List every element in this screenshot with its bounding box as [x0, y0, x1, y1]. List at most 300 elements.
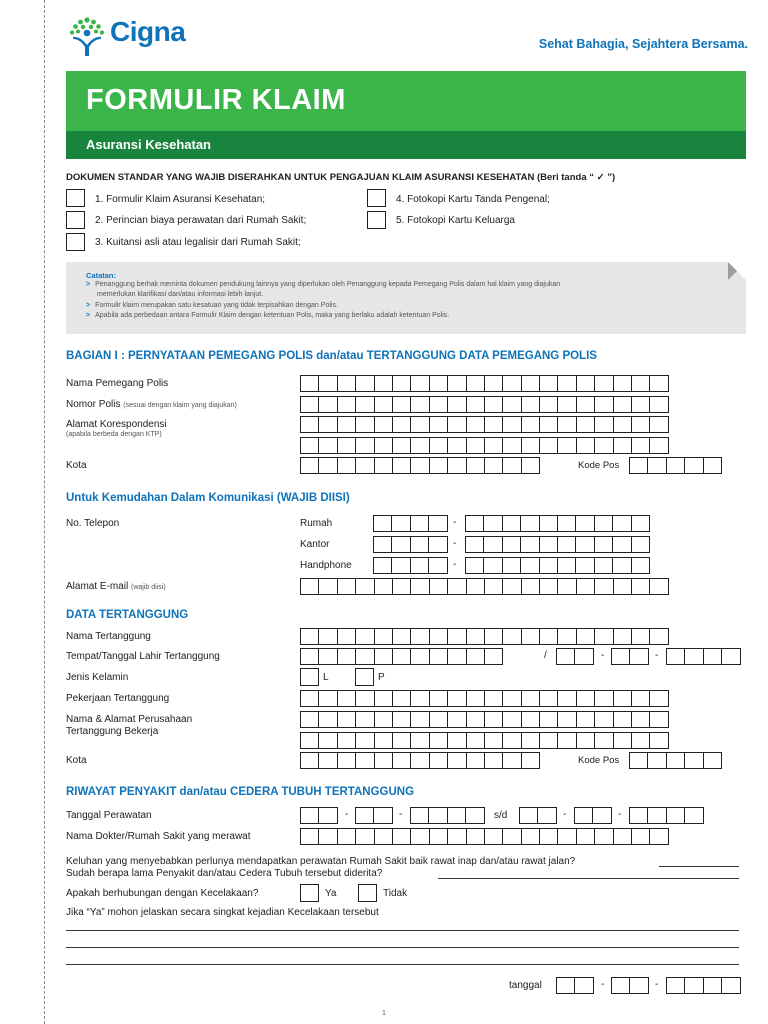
char-box[interactable]	[356, 579, 374, 594]
char-box[interactable]	[338, 712, 356, 727]
char-box[interactable]	[392, 516, 410, 531]
char-box[interactable]	[393, 438, 411, 453]
sign-year-boxes[interactable]	[666, 977, 741, 994]
char-box[interactable]	[650, 397, 668, 412]
char-box[interactable]	[577, 579, 595, 594]
char-box[interactable]	[430, 458, 448, 473]
char-box[interactable]	[520, 808, 538, 823]
char-box[interactable]	[632, 397, 650, 412]
home-area-code-boxes[interactable]	[373, 515, 448, 532]
char-box[interactable]	[540, 376, 558, 391]
char-box[interactable]	[301, 733, 319, 748]
char-box[interactable]	[393, 417, 411, 432]
char-box[interactable]	[374, 537, 392, 552]
char-box[interactable]	[576, 537, 594, 552]
char-box[interactable]	[522, 829, 540, 844]
email-boxes[interactable]	[300, 578, 669, 595]
char-box[interactable]	[301, 438, 319, 453]
policy-number-boxes[interactable]	[300, 396, 669, 413]
char-box[interactable]	[338, 458, 356, 473]
char-box[interactable]	[613, 558, 631, 573]
char-box[interactable]	[503, 417, 521, 432]
char-box[interactable]	[338, 649, 356, 664]
char-box[interactable]	[614, 579, 632, 594]
char-box[interactable]	[577, 712, 595, 727]
char-box[interactable]	[301, 691, 319, 706]
char-box[interactable]	[338, 438, 356, 453]
char-box[interactable]	[319, 438, 337, 453]
char-box[interactable]	[667, 753, 685, 768]
char-box[interactable]	[577, 629, 595, 644]
char-box[interactable]	[595, 829, 613, 844]
doc-checkbox-5[interactable]	[367, 211, 386, 229]
char-box[interactable]	[540, 691, 558, 706]
doc-checkbox-4[interactable]	[367, 189, 386, 207]
char-box[interactable]	[466, 558, 484, 573]
char-box[interactable]	[558, 579, 576, 594]
char-box[interactable]	[301, 417, 319, 432]
char-box[interactable]	[411, 558, 429, 573]
char-box[interactable]	[393, 733, 411, 748]
char-box[interactable]	[393, 629, 411, 644]
accident-no-checkbox[interactable]	[358, 884, 377, 902]
occupation-boxes[interactable]	[300, 690, 669, 707]
char-box[interactable]	[630, 753, 648, 768]
char-box[interactable]	[338, 376, 356, 391]
char-box[interactable]	[614, 829, 632, 844]
policyholder-name-boxes[interactable]	[300, 375, 669, 392]
char-box[interactable]	[467, 733, 485, 748]
char-box[interactable]	[650, 829, 668, 844]
address-boxes-1[interactable]	[300, 416, 669, 433]
char-box[interactable]	[430, 753, 448, 768]
char-box[interactable]	[319, 733, 337, 748]
char-box[interactable]	[430, 712, 448, 727]
char-box[interactable]	[319, 712, 337, 727]
char-box[interactable]	[575, 649, 593, 664]
char-box[interactable]	[467, 376, 485, 391]
char-box[interactable]	[632, 579, 650, 594]
char-box[interactable]	[430, 397, 448, 412]
char-box[interactable]	[319, 649, 337, 664]
char-box[interactable]	[650, 417, 668, 432]
char-box[interactable]	[393, 458, 411, 473]
char-box[interactable]	[593, 808, 611, 823]
char-box[interactable]	[577, 829, 595, 844]
city-boxes[interactable]	[300, 457, 540, 474]
char-box[interactable]	[430, 417, 448, 432]
char-box[interactable]	[393, 376, 411, 391]
char-box[interactable]	[448, 397, 466, 412]
char-box[interactable]	[448, 808, 466, 823]
char-box[interactable]	[632, 376, 650, 391]
char-box[interactable]	[540, 397, 558, 412]
char-box[interactable]	[648, 808, 666, 823]
char-box[interactable]	[558, 691, 576, 706]
char-box[interactable]	[485, 376, 503, 391]
char-box[interactable]	[632, 829, 650, 844]
char-box[interactable]	[632, 629, 650, 644]
char-box[interactable]	[503, 579, 521, 594]
char-box[interactable]	[430, 649, 448, 664]
char-box[interactable]	[522, 691, 540, 706]
char-box[interactable]	[558, 516, 576, 531]
char-box[interactable]	[685, 458, 703, 473]
char-box[interactable]	[650, 376, 668, 391]
char-box[interactable]	[685, 649, 703, 664]
char-box[interactable]	[521, 558, 539, 573]
char-box[interactable]	[375, 712, 393, 727]
char-box[interactable]	[448, 712, 466, 727]
char-box[interactable]	[301, 397, 319, 412]
char-box[interactable]	[503, 829, 521, 844]
char-box[interactable]	[375, 417, 393, 432]
char-box[interactable]	[467, 579, 485, 594]
char-box[interactable]	[411, 753, 429, 768]
char-box[interactable]	[356, 458, 374, 473]
home-phone-boxes[interactable]	[465, 515, 650, 532]
char-box[interactable]	[577, 438, 595, 453]
char-box[interactable]	[356, 712, 374, 727]
mobile-phone-boxes[interactable]	[465, 557, 650, 574]
char-box[interactable]	[503, 458, 521, 473]
char-box[interactable]	[411, 808, 429, 823]
char-box[interactable]	[466, 808, 484, 823]
char-box[interactable]	[485, 458, 503, 473]
char-box[interactable]	[429, 808, 447, 823]
char-box[interactable]	[338, 753, 356, 768]
char-box[interactable]	[301, 629, 319, 644]
birth-year-boxes[interactable]	[666, 648, 741, 665]
char-box[interactable]	[411, 376, 429, 391]
insured-name-boxes[interactable]	[300, 628, 669, 645]
char-box[interactable]	[558, 438, 576, 453]
char-box[interactable]	[595, 733, 613, 748]
char-box[interactable]	[338, 397, 356, 412]
char-box[interactable]	[411, 417, 429, 432]
char-box[interactable]	[575, 808, 593, 823]
char-box[interactable]	[301, 376, 319, 391]
char-box[interactable]	[375, 649, 393, 664]
char-box[interactable]	[503, 376, 521, 391]
char-box[interactable]	[612, 978, 630, 993]
postal-code-boxes[interactable]	[629, 457, 722, 474]
char-box[interactable]	[503, 691, 521, 706]
char-box[interactable]	[411, 397, 429, 412]
char-box[interactable]	[557, 978, 575, 993]
char-box[interactable]	[375, 753, 393, 768]
char-box[interactable]	[485, 438, 503, 453]
char-box[interactable]	[503, 438, 521, 453]
char-box[interactable]	[522, 397, 540, 412]
treatment-end-year-boxes[interactable]	[629, 807, 704, 824]
char-box[interactable]	[577, 417, 595, 432]
char-box[interactable]	[540, 516, 558, 531]
company-boxes-1[interactable]	[300, 711, 669, 728]
char-box[interactable]	[558, 629, 576, 644]
char-box[interactable]	[374, 558, 392, 573]
char-box[interactable]	[503, 516, 521, 531]
char-box[interactable]	[430, 733, 448, 748]
char-box[interactable]	[319, 629, 337, 644]
accident-yes-checkbox[interactable]	[300, 884, 319, 902]
char-box[interactable]	[522, 458, 540, 473]
char-box[interactable]	[430, 691, 448, 706]
char-box[interactable]	[429, 537, 447, 552]
char-box[interactable]	[521, 516, 539, 531]
char-box[interactable]	[375, 691, 393, 706]
char-box[interactable]	[356, 691, 374, 706]
char-box[interactable]	[540, 733, 558, 748]
char-box[interactable]	[467, 417, 485, 432]
char-box[interactable]	[301, 649, 319, 664]
char-box[interactable]	[392, 558, 410, 573]
char-box[interactable]	[301, 753, 319, 768]
char-box[interactable]	[667, 808, 685, 823]
char-box[interactable]	[613, 516, 631, 531]
char-box[interactable]	[356, 397, 374, 412]
char-box[interactable]	[577, 376, 595, 391]
char-box[interactable]	[538, 808, 556, 823]
char-box[interactable]	[448, 649, 466, 664]
char-box[interactable]	[612, 649, 630, 664]
char-box[interactable]	[411, 438, 429, 453]
char-box[interactable]	[485, 733, 503, 748]
char-box[interactable]	[301, 579, 319, 594]
char-box[interactable]	[558, 537, 576, 552]
char-box[interactable]	[485, 691, 503, 706]
char-box[interactable]	[630, 978, 648, 993]
char-box[interactable]	[466, 537, 484, 552]
char-box[interactable]	[374, 808, 392, 823]
char-box[interactable]	[485, 417, 503, 432]
char-box[interactable]	[375, 458, 393, 473]
char-box[interactable]	[319, 458, 337, 473]
char-box[interactable]	[485, 649, 503, 664]
insured-city-boxes[interactable]	[300, 752, 540, 769]
duration-line[interactable]	[438, 878, 739, 879]
char-box[interactable]	[467, 712, 485, 727]
char-box[interactable]	[356, 753, 374, 768]
treatment-end-day-boxes[interactable]	[519, 807, 557, 824]
char-box[interactable]	[448, 829, 466, 844]
char-box[interactable]	[704, 458, 722, 473]
complaint-line[interactable]	[659, 866, 739, 867]
char-box[interactable]	[685, 978, 703, 993]
char-box[interactable]	[393, 829, 411, 844]
mobile-prefix-boxes[interactable]	[373, 557, 448, 574]
char-box[interactable]	[356, 733, 374, 748]
char-box[interactable]	[356, 649, 374, 664]
char-box[interactable]	[522, 417, 540, 432]
char-box[interactable]	[411, 579, 429, 594]
char-box[interactable]	[503, 712, 521, 727]
office-area-code-boxes[interactable]	[373, 536, 448, 553]
char-box[interactable]	[614, 629, 632, 644]
char-box[interactable]	[467, 458, 485, 473]
char-box[interactable]	[319, 579, 337, 594]
char-box[interactable]	[632, 537, 650, 552]
char-box[interactable]	[448, 733, 466, 748]
char-box[interactable]	[614, 438, 632, 453]
char-box[interactable]	[411, 712, 429, 727]
char-box[interactable]	[632, 438, 650, 453]
char-box[interactable]	[558, 558, 576, 573]
char-box[interactable]	[338, 829, 356, 844]
char-box[interactable]	[522, 579, 540, 594]
sign-day-boxes[interactable]	[556, 977, 594, 994]
char-box[interactable]	[467, 753, 485, 768]
char-box[interactable]	[485, 712, 503, 727]
char-box[interactable]	[393, 579, 411, 594]
char-box[interactable]	[595, 537, 613, 552]
char-box[interactable]	[632, 691, 650, 706]
char-box[interactable]	[558, 417, 576, 432]
char-box[interactable]	[411, 629, 429, 644]
explain-line-1[interactable]	[66, 930, 739, 931]
char-box[interactable]	[429, 516, 447, 531]
char-box[interactable]	[667, 978, 685, 993]
char-box[interactable]	[356, 829, 374, 844]
sign-month-boxes[interactable]	[611, 977, 649, 994]
char-box[interactable]	[485, 629, 503, 644]
char-box[interactable]	[704, 978, 722, 993]
char-box[interactable]	[614, 417, 632, 432]
char-box[interactable]	[595, 376, 613, 391]
char-box[interactable]	[650, 579, 668, 594]
doc-checkbox-3[interactable]	[66, 233, 85, 251]
char-box[interactable]	[503, 558, 521, 573]
doctor-boxes[interactable]	[300, 828, 669, 845]
char-box[interactable]	[522, 438, 540, 453]
char-box[interactable]	[503, 629, 521, 644]
char-box[interactable]	[430, 376, 448, 391]
char-box[interactable]	[614, 712, 632, 727]
char-box[interactable]	[722, 649, 740, 664]
char-box[interactable]	[301, 712, 319, 727]
char-box[interactable]	[632, 516, 650, 531]
char-box[interactable]	[540, 712, 558, 727]
char-box[interactable]	[632, 733, 650, 748]
char-box[interactable]	[411, 458, 429, 473]
char-box[interactable]	[430, 829, 448, 844]
char-box[interactable]	[448, 458, 466, 473]
char-box[interactable]	[557, 649, 575, 664]
char-box[interactable]	[650, 733, 668, 748]
char-box[interactable]	[522, 376, 540, 391]
char-box[interactable]	[595, 397, 613, 412]
char-box[interactable]	[430, 579, 448, 594]
char-box[interactable]	[577, 733, 595, 748]
char-box[interactable]	[540, 629, 558, 644]
char-box[interactable]	[632, 712, 650, 727]
char-box[interactable]	[393, 649, 411, 664]
char-box[interactable]	[595, 629, 613, 644]
char-box[interactable]	[595, 516, 613, 531]
char-box[interactable]	[411, 829, 429, 844]
char-box[interactable]	[503, 537, 521, 552]
char-box[interactable]	[356, 376, 374, 391]
char-box[interactable]	[411, 516, 429, 531]
char-box[interactable]	[540, 829, 558, 844]
char-box[interactable]	[503, 397, 521, 412]
char-box[interactable]	[503, 753, 521, 768]
char-box[interactable]	[522, 753, 540, 768]
address-boxes-2[interactable]	[300, 437, 669, 454]
char-box[interactable]	[595, 417, 613, 432]
char-box[interactable]	[540, 537, 558, 552]
char-box[interactable]	[356, 438, 374, 453]
char-box[interactable]	[484, 516, 502, 531]
char-box[interactable]	[704, 753, 722, 768]
char-box[interactable]	[632, 417, 650, 432]
char-box[interactable]	[319, 808, 337, 823]
char-box[interactable]	[540, 558, 558, 573]
char-box[interactable]	[374, 516, 392, 531]
char-box[interactable]	[485, 829, 503, 844]
char-box[interactable]	[319, 417, 337, 432]
char-box[interactable]	[319, 691, 337, 706]
char-box[interactable]	[448, 691, 466, 706]
treatment-start-year-boxes[interactable]	[410, 807, 485, 824]
char-box[interactable]	[467, 438, 485, 453]
doc-checkbox-2[interactable]	[66, 211, 85, 229]
char-box[interactable]	[375, 438, 393, 453]
char-box[interactable]	[375, 376, 393, 391]
char-box[interactable]	[650, 712, 668, 727]
treatment-end-month-boxes[interactable]	[574, 807, 612, 824]
char-box[interactable]	[466, 516, 484, 531]
char-box[interactable]	[522, 712, 540, 727]
birth-month-boxes[interactable]	[611, 648, 649, 665]
char-box[interactable]	[319, 397, 337, 412]
char-box[interactable]	[650, 438, 668, 453]
char-box[interactable]	[575, 978, 593, 993]
char-box[interactable]	[356, 417, 374, 432]
char-box[interactable]	[356, 808, 374, 823]
char-box[interactable]	[448, 629, 466, 644]
char-box[interactable]	[319, 829, 337, 844]
explain-line-2[interactable]	[66, 947, 739, 948]
char-box[interactable]	[356, 629, 374, 644]
char-box[interactable]	[301, 458, 319, 473]
char-box[interactable]	[595, 712, 613, 727]
char-box[interactable]	[704, 649, 722, 664]
char-box[interactable]	[375, 829, 393, 844]
char-box[interactable]	[650, 629, 668, 644]
char-box[interactable]	[467, 649, 485, 664]
char-box[interactable]	[338, 629, 356, 644]
char-box[interactable]	[522, 629, 540, 644]
char-box[interactable]	[522, 733, 540, 748]
doc-checkbox-1[interactable]	[66, 189, 85, 207]
char-box[interactable]	[338, 691, 356, 706]
char-box[interactable]	[467, 397, 485, 412]
char-box[interactable]	[319, 376, 337, 391]
char-box[interactable]	[521, 537, 539, 552]
char-box[interactable]	[338, 733, 356, 748]
char-box[interactable]	[685, 808, 703, 823]
char-box[interactable]	[319, 753, 337, 768]
treatment-start-day-boxes[interactable]	[300, 807, 338, 824]
char-box[interactable]	[540, 438, 558, 453]
char-box[interactable]	[411, 733, 429, 748]
char-box[interactable]	[558, 712, 576, 727]
char-box[interactable]	[648, 458, 666, 473]
char-box[interactable]	[467, 629, 485, 644]
char-box[interactable]	[595, 438, 613, 453]
char-box[interactable]	[595, 558, 613, 573]
